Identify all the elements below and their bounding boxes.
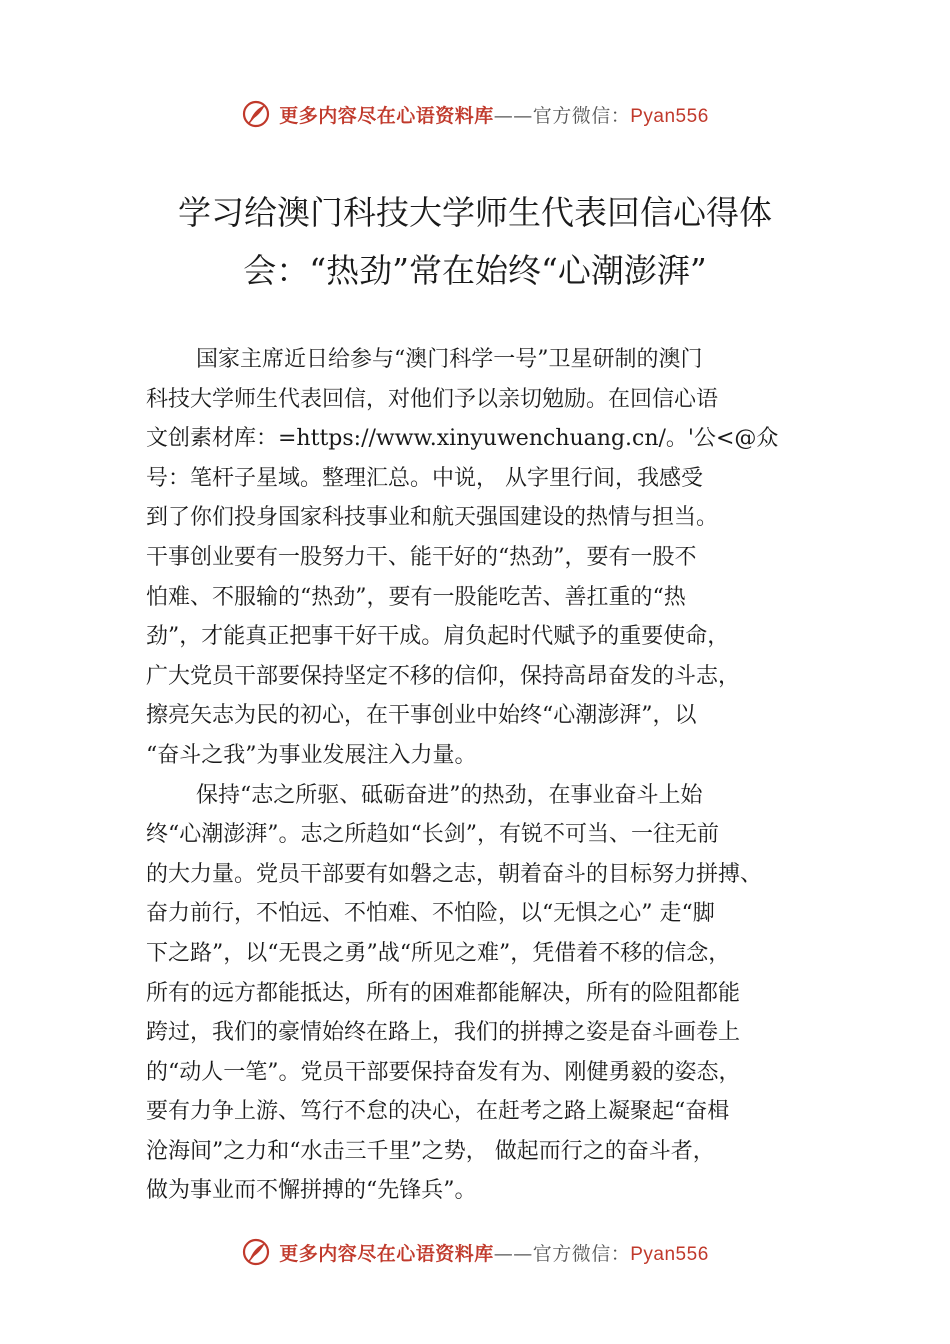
paragraph-line: 干事创业要有一股努力干、能干好的“热劲”，要有一股不 [146, 544, 697, 570]
banner-separator: —— [493, 104, 533, 127]
banner-wechat-label: 官方微信： [532, 104, 631, 127]
paragraph-line: 的“动人一笔”。党员干部要保持奋发有为、刚健勇毅的姿态， [146, 1059, 741, 1085]
paragraph-2 [146, 776, 812, 1212]
paragraph-1 [146, 340, 812, 776]
banner-wechat-id: Pyan556 [630, 1243, 709, 1265]
document-title [120, 184, 830, 300]
paragraph-line: 擦亮矢志为民的初心，在干事创业中始终“心潮澎湃”，以 [146, 703, 697, 729]
paragraph-line: 做为事业而不懈拼搏的“先锋兵”。 [146, 1178, 477, 1204]
paragraph-line: 保持“志之所驱、砥砺奋进”的热劲，在事业奋斗上始 [196, 782, 703, 808]
paragraph-line: 沧海间”之力和“水击三千里”之势， 做起而行之的奋斗者， [146, 1138, 715, 1164]
banner-wechat-label: 官方微信： [532, 1242, 631, 1265]
footer-banner [0, 1232, 950, 1272]
document-body [146, 340, 812, 1211]
paragraph-line: 奋力前行，不怕远、不怕难、不怕险，以“无惧之心” 走“脚 [146, 901, 715, 927]
feather-pen-logo-icon [241, 99, 271, 129]
feather-pen-logo-icon [241, 1237, 271, 1267]
footer-banner-text [279, 1239, 709, 1266]
paragraph-line: 所有的远方都能抵达，所有的困难都能解决，所有的险阻都能 [146, 980, 741, 1006]
header-banner [0, 94, 950, 134]
paragraph-line: 的大力量。党员干部要有如磐之志，朝着奋斗的目标努力拼搏、 [146, 861, 763, 887]
title-line-2: 会：“热劲”常在始终“心潮澎湃” [243, 251, 707, 290]
paragraph-line: 劲”，才能真正把事干好干成。肩负起时代赋予的重要使命， [146, 624, 730, 650]
title-line-1: 学习给澳门科技大学师生代表回信心得体 [178, 193, 772, 232]
paragraph-line: 怕难、不服输的“热劲”，要有一股能吃苦、善扛重的“热 [146, 584, 686, 610]
paragraph-line: 到了你们投身国家科技事业和航天强国建设的热情与担当。 [146, 505, 719, 531]
paragraph-line: “奋斗之我”为事业发展注入力量。 [146, 742, 477, 768]
paragraph-line: 要有力争上游、笃行不怠的决心，在赶考之路上凝聚起“奋楫 [146, 1099, 730, 1125]
paragraph-line: 终“心潮澎湃”。志之所趋如“长剑”，有锐不可当、一往无前 [146, 822, 719, 848]
banner-brand: 更多内容尽在心语资料库 [279, 1242, 494, 1265]
paragraph-line: 下之路”，以“无畏之勇”战“所见之难”，凭借着不移的信念， [146, 940, 731, 966]
paragraph-line: 广大党员干部要保持坚定不移的信仰，保持高昂奋发的斗志， [146, 663, 741, 689]
paragraph-line: 科技大学师生代表回信，对他们予以亲切勉励。在回信心语 [146, 386, 719, 412]
paragraph-line: 跨过，我们的豪情始终在路上，我们的拼搏之姿是奋斗画卷上 [146, 1020, 741, 1046]
banner-brand: 更多内容尽在心语资料库 [279, 104, 494, 127]
banner-wechat-id: Pyan556 [630, 105, 709, 127]
paragraph-line: 国家主席近日给参与“澳门科学一号”卫星研制的澳门 [196, 347, 703, 372]
header-banner-text [279, 101, 709, 128]
banner-separator: —— [493, 1242, 533, 1265]
paragraph-line: 号：笔杆子星域。整理汇总。中说， 从字里行间，我感受 [146, 465, 703, 491]
paragraph-line: 文创素材库：=https://www.xinyuwenchuang.cn/。'公<@众 [146, 426, 779, 452]
